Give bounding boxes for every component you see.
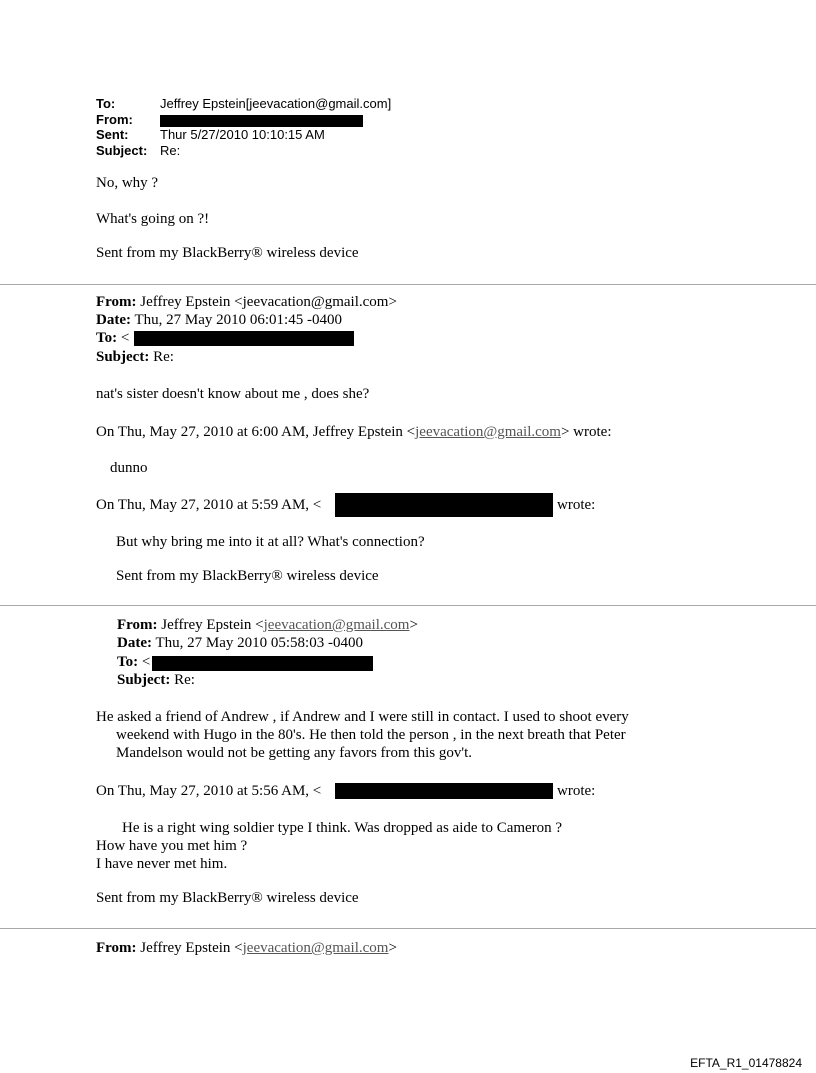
- msg2-subject-label: Subject:: [96, 349, 150, 365]
- msg3-subject-value: Re:: [174, 672, 195, 688]
- msg2-subject-value: Re:: [153, 349, 174, 365]
- msg4-from-line: [96, 940, 397, 957]
- header-subject-value: Re:: [160, 143, 181, 158]
- email-link[interactable]: jeevacation@gmail.com: [263, 617, 410, 633]
- msg4-from-prefix: Jeffrey Epstein <: [140, 940, 243, 956]
- quote-attribution-suffix: wrote:: [557, 783, 596, 799]
- document-id: EFTA_R1_01478824: [690, 1056, 802, 1070]
- redaction-block: [152, 656, 373, 671]
- body-line: I have never met him.: [96, 856, 228, 872]
- divider: [0, 605, 816, 606]
- msg3-subject-line: [117, 672, 195, 689]
- header-subject-label: Subject:: [96, 143, 148, 158]
- email-link[interactable]: jeevacation@gmail.com: [242, 940, 389, 956]
- msg4-from-suffix: >: [388, 940, 397, 956]
- msg3-from-suffix: >: [409, 617, 418, 633]
- signature-line: Sent from my BlackBerry® wireless device: [116, 568, 379, 584]
- quote-attribution: [96, 424, 612, 441]
- header-sent-label: Sent:: [96, 127, 129, 142]
- body-line: Mandelson would not be getting any favors from this gov't.: [116, 745, 472, 761]
- email-link[interactable]: jeevacation@gmail.com: [415, 424, 561, 440]
- body-line: But why bring me into it at all? What's connection?: [116, 534, 425, 550]
- body-line: dunno: [110, 460, 148, 476]
- msg3-date-label: Date:: [117, 635, 152, 651]
- redaction-block: [335, 783, 553, 799]
- signature-line: Sent from my BlackBerry® wireless device: [96, 890, 359, 906]
- msg3-to-label: To:: [117, 654, 139, 670]
- header-from-label: From:: [96, 112, 133, 127]
- msg2-to-line: [96, 330, 129, 347]
- divider: [0, 284, 816, 285]
- header-to-label: To:: [96, 96, 116, 111]
- msg2-date-value: Thu, 27 May 2010 06:01:45 -0400: [134, 312, 342, 328]
- msg3-date-value: Thu, 27 May 2010 05:58:03 -0400: [155, 635, 363, 651]
- msg2-from-value: Jeffrey Epstein <jeevacation@gmail.com>: [140, 294, 397, 310]
- msg2-subject-line: [96, 349, 174, 366]
- msg2-date-label: Date:: [96, 312, 131, 328]
- msg2-to-value: <: [120, 330, 130, 346]
- quote-attribution-prefix: On Thu, May 27, 2010 at 6:00 AM, Jeffrey Epstein <: [96, 424, 416, 440]
- header-sent-value: Thur 5/27/2010 10:10:15 AM: [160, 127, 325, 142]
- signature-line: Sent from my BlackBerry® wireless device: [96, 245, 359, 261]
- msg2-to-label: To:: [96, 330, 118, 346]
- body-line: nat's sister doesn't know about me , does she?: [96, 386, 370, 402]
- body-line: No, why ?: [96, 175, 159, 191]
- quote-attribution-prefix: On Thu, May 27, 2010 at 5:59 AM, <: [96, 497, 322, 513]
- msg3-to-line: [117, 654, 150, 671]
- msg3-subject-label: Subject:: [117, 672, 171, 688]
- msg2-from-line: [96, 294, 397, 311]
- divider: [0, 928, 816, 929]
- redaction-block: [160, 115, 363, 127]
- msg2-date-line: [96, 312, 342, 329]
- body-line: He is a right wing soldier type I think. Was dropped as aide to Cameron ?: [122, 820, 563, 836]
- body-line: He asked a friend of Andrew , if Andrew and I were still in contact. I used to shoot every: [96, 709, 629, 725]
- msg3-to-value: <: [141, 654, 151, 670]
- msg2-from-label: From:: [96, 294, 137, 310]
- redaction-block: [134, 331, 354, 346]
- msg3-date-line: [117, 635, 363, 652]
- msg3-from-prefix: Jeffrey Epstein <: [161, 617, 264, 633]
- quote-attribution-prefix: On Thu, May 27, 2010 at 5:56 AM, <: [96, 783, 322, 799]
- msg3-from-label: From:: [117, 617, 158, 633]
- redaction-block: [335, 493, 553, 517]
- header-to-value: Jeffrey Epstein[jeevacation@gmail.com]: [160, 96, 392, 111]
- body-line: What's going on ?!: [96, 211, 210, 227]
- msg3-from-line: [117, 617, 418, 634]
- body-line: How have you met him ?: [96, 838, 248, 854]
- quote-attribution-suffix: wrote:: [557, 497, 596, 513]
- body-line: weekend with Hugo in the 80's. He then told the person , in the next breath that Peter: [116, 727, 626, 743]
- quote-attribution-suffix: > wrote:: [560, 424, 612, 440]
- msg4-from-label: From:: [96, 940, 137, 956]
